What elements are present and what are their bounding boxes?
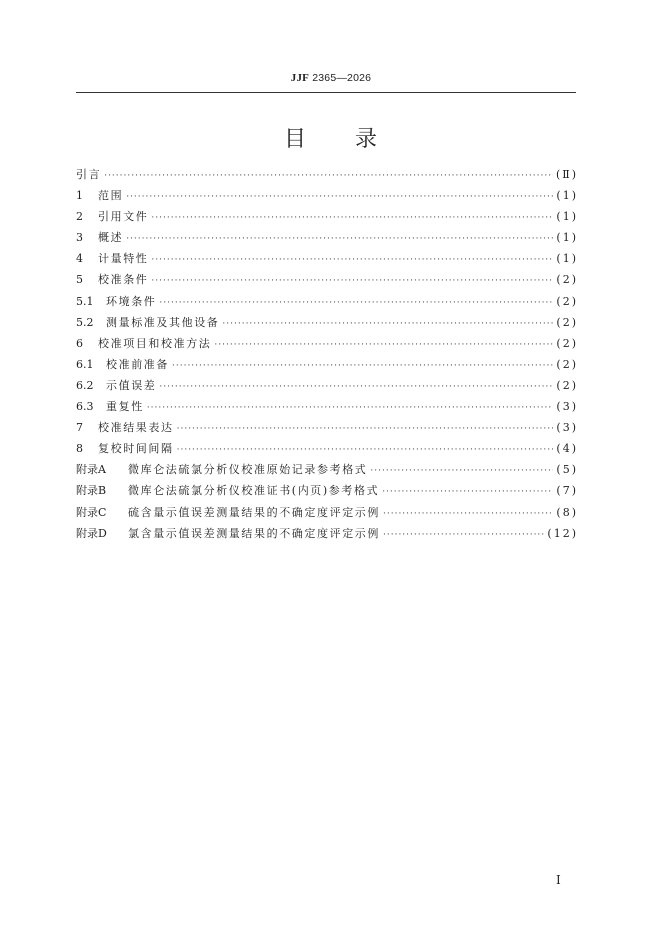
toc-entry-label: 引用文件 xyxy=(98,210,149,224)
toc-entry[interactable] xyxy=(76,208,578,229)
title-char-2: 录 xyxy=(355,127,379,152)
toc-entry-page: (3) xyxy=(556,421,578,435)
toc-entry-page: (2) xyxy=(556,357,578,371)
dot-leader xyxy=(159,298,553,308)
toc-entry-number: 7 xyxy=(76,421,83,435)
toc-entry-page: (12) xyxy=(547,526,578,540)
toc-entry-number: 6.1 xyxy=(76,357,94,371)
toc-entry-label: 校准结果表达 xyxy=(98,421,174,435)
toc-entry[interactable] xyxy=(76,293,578,314)
toc-entry-number: 5.1 xyxy=(76,294,94,308)
dot-leader xyxy=(214,340,553,350)
toc-entry[interactable] xyxy=(76,356,578,377)
page-number: I xyxy=(556,873,561,887)
toc-entry-number: 8 xyxy=(76,442,83,456)
toc-entry-page: (7) xyxy=(556,484,578,498)
toc-entry-label: 引言 xyxy=(76,168,102,181)
toc-entry-page: (Ⅱ) xyxy=(555,168,578,181)
toc-entry-label: 重复性 xyxy=(106,400,144,414)
document-code-header xyxy=(0,72,662,84)
toc-entry-page: (3) xyxy=(556,400,578,414)
toc-entry-label: 氯含量示值误差测量结果的不确定度评定示例 xyxy=(128,526,380,540)
title-char-1: 目 xyxy=(283,127,307,152)
dot-leader xyxy=(222,319,553,329)
toc-entry[interactable] xyxy=(76,504,578,525)
toc-entry-label: 微库仑法硫氯分析仪校准原始记录参考格式 xyxy=(128,463,368,477)
toc-entry-page: (1) xyxy=(556,252,578,266)
toc-entry[interactable] xyxy=(76,187,578,208)
toc-entry[interactable] xyxy=(76,271,578,292)
toc-entry-label: 范围 xyxy=(98,189,124,203)
toc-entry-page: (1) xyxy=(556,210,578,224)
toc-entry-number: 附录C xyxy=(76,505,107,519)
page-title xyxy=(0,122,662,153)
table-of-contents xyxy=(76,166,578,546)
dot-leader xyxy=(177,424,554,434)
toc-entry[interactable] xyxy=(76,335,578,356)
toc-entry-page: (2) xyxy=(556,273,578,287)
toc-entry[interactable] xyxy=(76,377,578,398)
toc-entry-label: 微库仑法硫氯分析仪校准证书(内页)参考格式 xyxy=(128,484,380,498)
toc-entry-number: 附录D xyxy=(76,526,107,540)
dot-leader xyxy=(370,466,553,476)
dot-leader xyxy=(383,530,544,540)
dot-leader xyxy=(151,213,553,223)
dot-leader xyxy=(104,171,553,181)
toc-entry-label: 计量特性 xyxy=(98,252,149,266)
dot-leader xyxy=(172,361,553,371)
standard-number: 2365—2026 xyxy=(312,72,372,84)
toc-entry-page: (1) xyxy=(556,189,578,203)
toc-entry[interactable] xyxy=(76,419,578,440)
toc-entry[interactable] xyxy=(76,250,578,271)
toc-entry[interactable] xyxy=(76,461,578,482)
toc-entry-label: 测量标准及其他设备 xyxy=(106,315,220,329)
dot-leader xyxy=(147,403,554,413)
toc-entry[interactable] xyxy=(76,398,578,419)
toc-entry-number: 附录A xyxy=(76,463,106,477)
dot-leader xyxy=(383,509,553,519)
toc-entry-page: (1) xyxy=(556,231,578,245)
toc-entry-label: 校准条件 xyxy=(98,273,149,287)
toc-entry-label: 示值误差 xyxy=(106,378,157,392)
toc-entry-number: 4 xyxy=(76,252,83,266)
toc-entry-number: 6 xyxy=(76,336,83,350)
toc-entry-label: 校准项目和校准方法 xyxy=(98,336,212,350)
toc-entry-page: (8) xyxy=(556,505,578,519)
toc-entry-page: (2) xyxy=(556,378,578,392)
toc-entry-number: 5.2 xyxy=(76,315,94,329)
toc-entry-label: 校准前准备 xyxy=(106,357,169,371)
toc-entry-label: 环境条件 xyxy=(106,294,157,308)
toc-entry-page: (5) xyxy=(556,463,578,477)
toc-entry-number: 附录B xyxy=(76,484,107,498)
dot-leader xyxy=(177,445,554,455)
dot-leader xyxy=(126,192,553,202)
toc-entry-number: 2 xyxy=(76,210,83,224)
toc-entry-number: 6.3 xyxy=(76,400,94,414)
toc-entry[interactable] xyxy=(76,166,578,187)
dot-leader xyxy=(159,382,553,392)
toc-entry-page: (2) xyxy=(556,294,578,308)
dot-leader xyxy=(126,234,553,244)
standard-prefix: JJF xyxy=(290,72,310,84)
toc-entry-label: 复校时间间隔 xyxy=(98,442,174,456)
header-rule xyxy=(76,92,576,93)
dot-leader xyxy=(382,487,553,497)
toc-entry-number: 3 xyxy=(76,231,83,245)
dot-leader xyxy=(151,255,553,265)
toc-entry-page: (4) xyxy=(556,442,578,456)
toc-entry-page: (2) xyxy=(556,315,578,329)
toc-entry[interactable] xyxy=(76,440,578,461)
toc-entry[interactable] xyxy=(76,314,578,335)
dot-leader xyxy=(151,276,553,286)
toc-entry-page: (2) xyxy=(556,336,578,350)
toc-entry-label: 硫含量示值误差测量结果的不确定度评定示例 xyxy=(128,505,380,519)
toc-entry-number: 5 xyxy=(76,273,83,287)
toc-entry[interactable] xyxy=(76,482,578,503)
toc-entry-number: 6.2 xyxy=(76,378,94,392)
toc-entry-label: 概述 xyxy=(98,231,124,245)
toc-entry[interactable] xyxy=(76,525,578,546)
toc-entry[interactable] xyxy=(76,229,578,250)
toc-entry-number: 1 xyxy=(76,189,83,203)
